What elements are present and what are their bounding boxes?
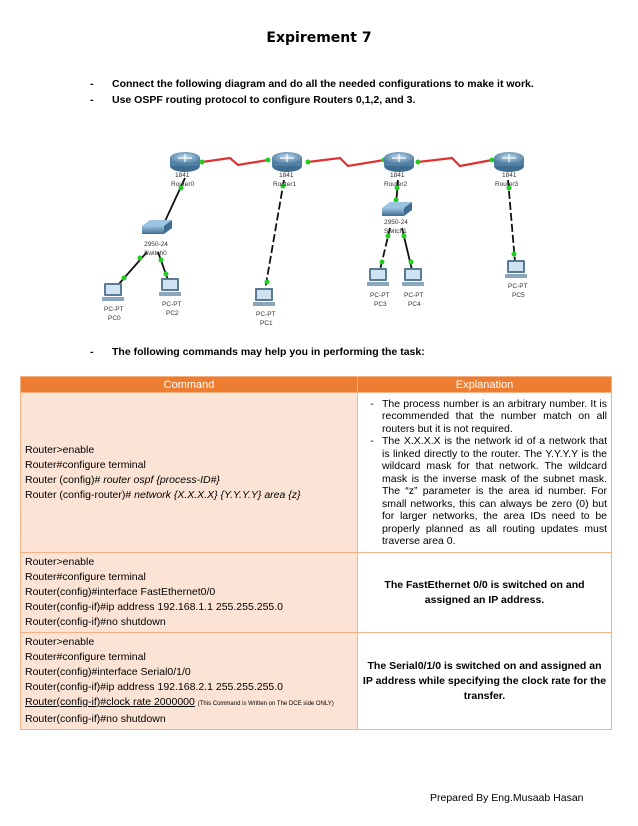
serial-link-r2-r3 [418, 158, 492, 166]
router0-name: Router0 [171, 181, 195, 188]
link-dot [122, 276, 127, 281]
explanation-cell: The FastEthernet 0/0 is switched on and assigned an IP address. [358, 553, 612, 633]
link-dot [394, 198, 399, 203]
explanation-cell: The Serial0/1/0 is switched on and assigned an IP address while specifying the clock rate for the transfer. [358, 633, 612, 730]
command-line: Router>enable [25, 636, 95, 648]
pc3-icon [367, 268, 389, 286]
pc5-name: PC5 [512, 292, 525, 299]
serial-link-r1-r2 [308, 158, 384, 166]
explanation-item: - The X.X.X.X is the network id of a network that is linked directly to the router. The Y.Y.Y.Y is the wildcard mask for that network. The wildcard mask is the inverse mask of the subnet mask. The “z” parameter is the area id number. For small networks, this can always be zero (0) but for larger networks, the area IDs need to be properly planned as all routing updates must traverse area 0. [370, 435, 607, 547]
link-dot [265, 280, 270, 285]
pc1-name: PC1 [260, 320, 273, 327]
table-row [21, 393, 612, 553]
switch0-model: 2950-24 [144, 241, 168, 248]
pc0-icon [102, 283, 124, 301]
link-dot [138, 256, 143, 261]
command-line [25, 488, 353, 503]
explanation-text: The X.X.X.X is the network id of a network that is linked directly to the router. The Y.Y.Y.Y is the wildcard mask for that network. The wildcard mask is the inverse mask of the subnet mask. The “z” parameter is the area id number. For small networks, this can always be zero (0) but for larger networks, the area IDs need to be properly planned as all routing updates must traverse area 0. [382, 435, 607, 547]
pc3-name: PC3 [374, 301, 387, 308]
pc3-model: PC-PT [370, 292, 390, 299]
pc4-name: PC4 [408, 301, 421, 308]
router2-model: 1841 [390, 172, 405, 179]
table-row [21, 553, 612, 633]
command-cell [21, 553, 358, 633]
pc4-model: PC-PT [404, 292, 424, 299]
link-dot [416, 160, 421, 165]
link-dot [380, 260, 385, 265]
dce-note: (This Command is Written on The DCE side ONLY) [197, 701, 334, 707]
clock-rate-command: Router(config-if)#clock rate 2000000 [25, 696, 195, 708]
router0-icon [170, 152, 200, 172]
link-dot [159, 258, 164, 263]
explanation-text: The process number is an arbitrary number. It is recommended that the number match on all routers but it is not required. [382, 397, 607, 435]
network-diagram [0, 0, 638, 340]
command-line [25, 473, 353, 488]
link-dot [200, 160, 205, 165]
pc5-icon [505, 260, 527, 278]
router3-model: 1841 [502, 172, 517, 179]
switch1-name: Switch1 [384, 228, 407, 235]
command-cell [21, 633, 358, 730]
switch0-icon [142, 220, 172, 234]
page-title: Expirement 7 [266, 30, 372, 46]
link-dot [409, 260, 414, 265]
link-dot [490, 158, 495, 163]
link-dot [164, 272, 169, 277]
task-item: - Use OSPF routing protocol to configure Routers 0,1,2, and 3. [90, 94, 416, 106]
command-line: Router>enable [25, 443, 95, 456]
footer-author: Prepared By Eng.Musaab Hasan [430, 792, 584, 804]
switch1-icon [382, 202, 412, 216]
link-r1-pc1 [265, 180, 284, 290]
serial-links [202, 158, 492, 166]
pc0-name: PC0 [108, 315, 121, 322]
pc2-icon [159, 278, 181, 296]
router1-model: 1841 [279, 172, 294, 179]
command-param: network {X.X.X.X} {Y.Y.Y.Y} area {z} [134, 488, 301, 501]
command-line: Router#configure terminal [25, 571, 146, 583]
command-line: Router(config-if)#no shutdown [25, 616, 166, 628]
router1-icon [272, 152, 302, 172]
help-note-text: The following commands may help you in performing the task: [112, 346, 425, 358]
router3-name: Router3 [495, 181, 519, 188]
command-line: Router#configure terminal [25, 651, 146, 663]
pc4-icon [402, 268, 424, 286]
command-line [25, 695, 353, 712]
task-item-text: Connect the following diagram and do all the needed configurations to make it work. [112, 78, 534, 90]
link-sw0-pc0 [118, 252, 147, 285]
command-table [20, 376, 612, 730]
link-dot [306, 160, 311, 165]
command-param: router ospf {process-ID#} [103, 473, 220, 486]
pc2-name: PC2 [166, 310, 179, 317]
router2-name: Router2 [384, 181, 408, 188]
router0-model: 1841 [175, 172, 190, 179]
table-row [21, 633, 612, 730]
pc2-model: PC-PT [162, 301, 182, 308]
diagram-labels [104, 172, 528, 327]
router3-icon [494, 152, 524, 172]
header-explanation: Explanation [358, 377, 612, 393]
command-prefix: Router (config-router)# [25, 488, 135, 501]
pc1-icon [253, 288, 275, 306]
router2-icon [384, 152, 414, 172]
command-cell [21, 393, 358, 553]
explanation-item: - The process number is an arbitrary number. It is recommended that the number match on all routers but it is not required. [370, 397, 607, 435]
switch1-model: 2950-24 [384, 219, 408, 226]
router1-name: Router1 [273, 181, 297, 188]
task-item-text: Use OSPF routing protocol to configure Routers 0,1,2, and 3. [112, 94, 416, 106]
command-line: Router(config-if)#ip address 192.168.1.1 255.255.255.0 [25, 601, 284, 613]
pc0-model: PC-PT [104, 306, 124, 313]
command-line: Router#configure terminal [25, 458, 146, 471]
ethernet-links [118, 178, 515, 290]
task-item: - Connect the following diagram and do all the needed configurations to make it work. [90, 78, 534, 90]
command-line: Router>enable [25, 556, 95, 568]
command-line: Router(config)#interface FastEthernet0/0 [25, 586, 216, 598]
command-prefix: Router (config)# [25, 473, 104, 486]
link-r3-pc5 [508, 180, 515, 262]
switch0-name: Switch0 [144, 250, 167, 257]
pc1-model: PC-PT [256, 311, 276, 318]
link-dot [266, 158, 271, 163]
header-command: Command [21, 377, 358, 393]
command-line: Router(config-if)#ip address 192.168.2.1 255.255.255.0 [25, 681, 284, 693]
help-note: - The following commands may help you in performing the task: [90, 346, 425, 358]
command-line: Router(config-if)#no shutdown [25, 713, 166, 725]
command-line: Router(config)#interface Serial0/1/0 [25, 666, 191, 678]
serial-link-r0-r1 [202, 158, 268, 165]
explanation-cell [358, 393, 612, 553]
link-dot [512, 252, 517, 257]
table-header-row [21, 377, 612, 393]
pc5-model: PC-PT [508, 283, 528, 290]
